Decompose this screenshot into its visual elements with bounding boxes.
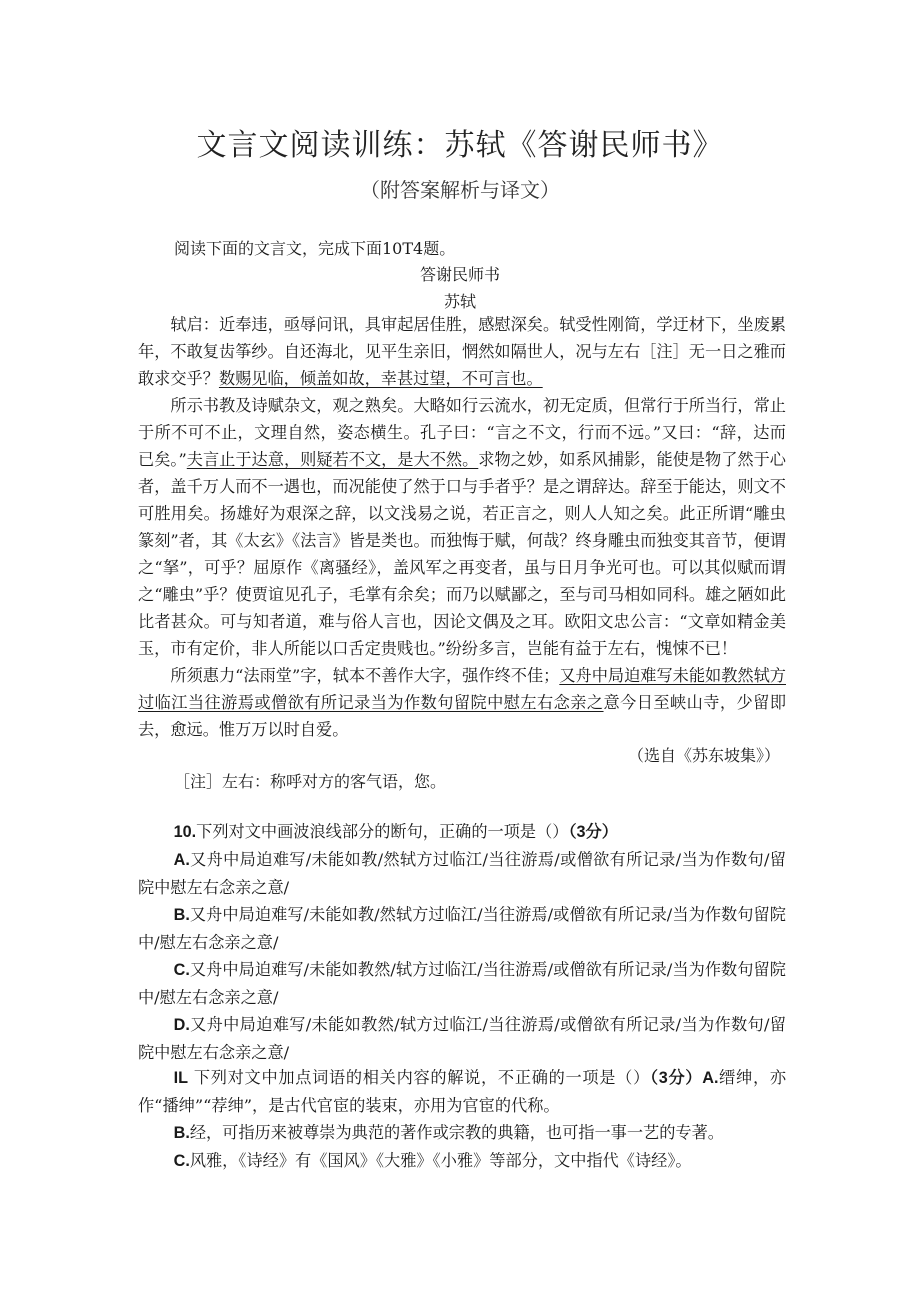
q11-option-c-text: 风雅，《诗经》有《国风》《大雅》《小雅》等部分，文中指代《诗经》。: [189, 1151, 692, 1170]
doc-subtitle: （附答案解析与译文）: [360, 178, 560, 202]
para3-text-b: 意今日至峡山寺，少留即去，愈远。惟万万以时自爱。: [138, 693, 787, 739]
para2-underlined: 夫言止于达意，则疑若不文，是大不然。: [186, 450, 479, 469]
paragraph-3: [138, 662, 786, 743]
footnote: ［注］左右：称呼对方的客气语，您。: [174, 772, 447, 791]
para2-text-b: 求物之妙，如系风捕影，能使是物了然于心者，盖千万人而不一遇也，而况能使了然于口与手者乎？是之谓辞达。辞至于能达，则文不可胜用矣。扬雄好为艰深之辞，以文浅易之说，若正言之，则人人知之矣。此正所谓“雕虫篆刻”者，其《太玄》《法言》皆是类也。而独悔于赋，何哉？终身雕虫而独变其音节，便谓之“拏”，可乎？屈原作《离骚经》，盖风军之再变者，虽与日月争光可也。可以其似赋而谓之“雕虫”乎？使贾谊见孔子，毛掌有余矣；而乃以赋鄙之，至与司马相如同科。雄之陋如此比者甚众。可与知者道，难与俗人言也，因论文偶及之耳。欧阳文忠公言：“文章如精金美玉，市有定价，非人所能以口舌定贵贱也。”纷纷多言，岂能有益于左右，愧悚不已！: [138, 450, 786, 658]
q10-number: 10.: [173, 823, 197, 841]
question-11: [138, 1064, 786, 1175]
q10-option-c[interactable]: [138, 956, 786, 1011]
q11-option-b-label: B.: [173, 1124, 190, 1142]
q11-option-b-text: 经，可指历来被尊崇为典范的著作或宗教的典籍，也可指一事一艺的专著。: [189, 1123, 724, 1142]
q10-option-a[interactable]: [138, 846, 786, 901]
q10-option-d[interactable]: [138, 1011, 786, 1066]
q10-option-d-text: 又舟中局迫难写/未能如教然/轼方过临江/当往游焉/或僧欲有所记录/当为作数句/留院中慰左右念亲之意/: [138, 1015, 786, 1062]
q10-option-b-text: 又舟中局迫难写/未能如教/然轼方过临江/当往游焉/或僧欲有所记录/当为作数句留院中/慰左右念亲之意/: [138, 905, 786, 952]
paragraph-1: [138, 311, 786, 392]
q11-option-c[interactable]: [138, 1147, 786, 1175]
q10-option-b[interactable]: [138, 901, 786, 956]
q10-option-b-label: B.: [173, 906, 190, 924]
source-citation: （选自《苏东坡集》）: [627, 746, 780, 765]
q10-score: （3分）: [568, 823, 618, 841]
q11-option-a-label[interactable]: A.: [702, 1069, 719, 1087]
para1-text: 轼启：近奉违，亟辱问讯，具审起居佳胜，感慰深矣。轼受性刚简，学迂材下，坐废累年，不敢复齿筝纱。自还海北，见平生亲旧，惘然如隔世人，况与左右［注］无一日之雅而敢求交乎？: [138, 315, 786, 388]
q10-option-c-text: 又舟中局迫难写/未能如教然/轼方过临江/当往游焉/或僧欲有所记录/当为作数句留院中/慰左右念亲之意/: [138, 960, 786, 1007]
para3-wavy-underlined: 又舟中局迫难写未能如教然轼方过临江当往游焉或僧欲有所记录当为作数句留院中慰左右念亲之: [138, 666, 786, 712]
passage-title: 答谢民师书: [419, 265, 500, 284]
q10-option-a-label: A.: [173, 851, 190, 869]
para1-underlined: 数赐见临，倾盖如故，幸甚过望，不可言也。: [218, 369, 543, 388]
q10-option-a-text: 又舟中局迫难写/未能如教/然轼方过临江/当往游焉/或僧欲有所记录/当为作数句/留院中慰左右念亲之意/: [138, 850, 786, 897]
q11-number: IL: [173, 1069, 189, 1087]
para3-text-a: 所须惠力“法雨堂”字，轼本不善作大字，强作终不佳；: [170, 666, 560, 685]
q11-option-c-label: C.: [173, 1152, 190, 1170]
q10-option-d-label: D.: [173, 1016, 190, 1034]
q10-stem: 下列对文中画波浪线部分的断句，正确的一项是（）: [196, 822, 569, 841]
passage-body: [138, 311, 786, 743]
instruction: 阅读下面的文言文，完成下面10T4题。: [174, 239, 456, 258]
passage-author: 苏轼: [443, 292, 476, 311]
para2-text-a: 所示书教及诗赋杂文，观之熟矣。大略如行云流水，初无定质，但常行于所当行，常止于所不可不止，文理自然，姿态横生。孔子曰：“言之不文，行而不远。”又曰：“辞，达而已矣。”: [138, 396, 786, 469]
q11-stem: 下列对文中加点词语的相关内容的解说，不正确的一项是（）: [193, 1068, 650, 1087]
doc-title: 文言文阅读训练：苏轼《答谢民师书》: [196, 128, 724, 163]
q11-option-a-text[interactable]: 缙绅，亦作“播绅”“荐绅”，是古代官宦的装束，亦用为官宦的代称。: [138, 1068, 787, 1115]
q10-option-c-label: C.: [173, 961, 190, 979]
paragraph-2: [138, 392, 786, 662]
q11-score: （3分）: [649, 1069, 703, 1087]
question-10: [138, 818, 786, 1066]
q11-option-b[interactable]: [138, 1119, 786, 1147]
